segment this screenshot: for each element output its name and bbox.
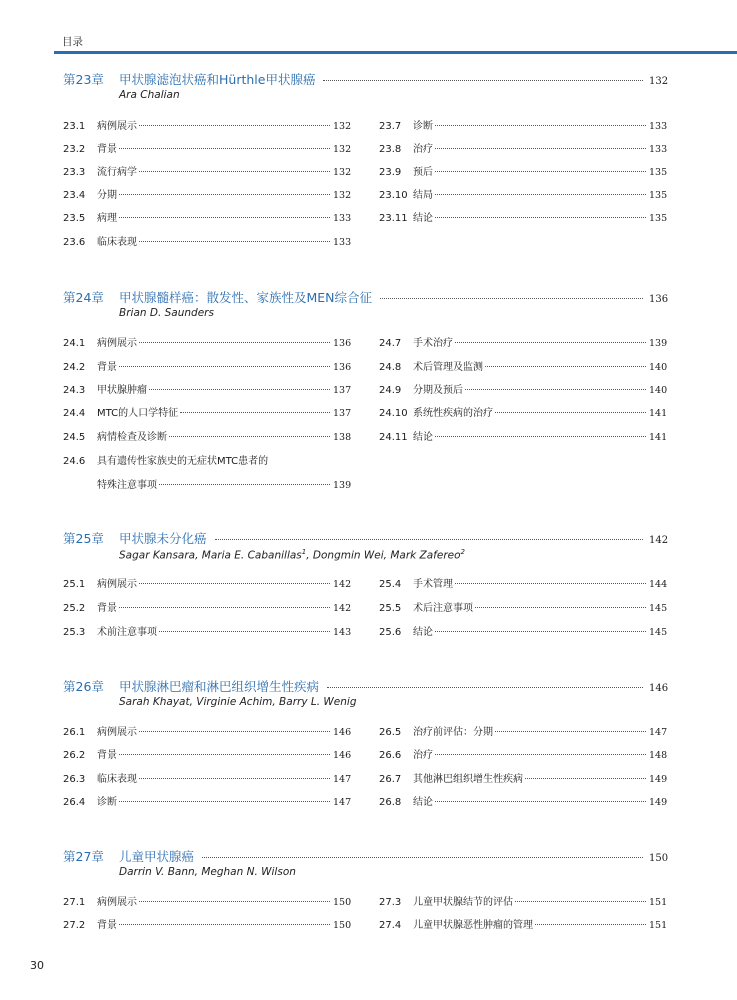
dot-leader	[323, 80, 643, 81]
entry-number: 23.1	[63, 121, 86, 132]
entry-title: 结局	[413, 190, 433, 201]
entry-title: 流行病学	[97, 167, 137, 178]
entry-number: 27.2	[63, 920, 86, 931]
chapter-heading[interactable]	[63, 288, 667, 304]
dot-leader	[525, 778, 646, 779]
entry-title: 手术治疗	[413, 338, 453, 349]
entry-number: 23.10	[379, 190, 408, 201]
dot-leader	[139, 342, 330, 343]
toc-entry[interactable]	[379, 599, 667, 613]
dot-leader	[380, 298, 643, 299]
dot-leader	[495, 731, 646, 732]
toc-entry[interactable]	[379, 893, 667, 907]
entry-number: 24.3	[63, 385, 86, 396]
chapter-authors: Darrin V. Bann, Meghan N. Wilson	[119, 866, 296, 878]
entry-page: 142	[333, 603, 352, 614]
entry-title: 病例展示	[97, 121, 137, 132]
chapter-authors: Brian D. Saunders	[119, 307, 214, 319]
toc-entry[interactable]	[379, 358, 667, 372]
entry-title: 儿童甲状腺恶性肿瘤的管理	[413, 920, 533, 931]
entry-number: 25.2	[63, 603, 86, 614]
toc-entry[interactable]	[379, 163, 667, 177]
entry-number: 25.3	[63, 627, 86, 638]
toc-entry[interactable]	[63, 428, 351, 442]
entry-number: 26.3	[63, 774, 86, 785]
toc-entry[interactable]	[63, 404, 351, 418]
entry-page: 146	[333, 750, 352, 761]
dot-leader	[139, 901, 330, 902]
entry-number: 24.5	[63, 432, 86, 443]
page-header-label: 目录	[62, 36, 83, 48]
entry-page: 147	[333, 774, 352, 785]
dot-leader	[139, 241, 330, 242]
entry-number: 26.4	[63, 797, 86, 808]
entry-title: 分期及预后	[413, 385, 463, 396]
entry-number: 23.2	[63, 144, 86, 155]
toc-entry[interactable]	[63, 209, 351, 223]
entry-page: 146	[333, 727, 352, 738]
entry-number: 24.8	[379, 362, 402, 373]
entry-title: 背景	[97, 362, 117, 373]
dot-leader	[327, 687, 643, 688]
dot-leader	[435, 436, 646, 437]
dot-leader	[535, 924, 646, 925]
entry-title: 治疗	[413, 750, 433, 761]
entry-title: 儿童甲状腺结节的评估	[413, 897, 513, 908]
dot-leader	[180, 412, 330, 413]
entry-page: 143	[333, 627, 352, 638]
entry-number: 23.11	[379, 213, 408, 224]
affiliation-mark-2: 2	[460, 548, 466, 556]
toc-entry[interactable]	[63, 358, 351, 372]
entry-number: 27.4	[379, 920, 402, 931]
entry-title: 手术管理	[413, 579, 453, 590]
entry-number: 23.7	[379, 121, 402, 132]
entry-title: 分期	[97, 190, 117, 201]
toc-entry[interactable]	[63, 893, 351, 907]
entry-page: 140	[649, 362, 668, 373]
toc-entry[interactable]	[379, 209, 667, 223]
entry-page: 133	[333, 213, 352, 224]
entry-number: 26.5	[379, 727, 402, 738]
entry-title: 结论	[413, 627, 433, 638]
toc-entry[interactable]	[379, 117, 667, 131]
entry-page: 133	[333, 237, 352, 248]
dot-leader	[485, 366, 646, 367]
affiliation-mark-1: 1	[301, 548, 307, 556]
entry-title: 背景	[97, 144, 117, 155]
entry-page: 138	[333, 432, 352, 443]
chapter-heading[interactable]	[63, 677, 667, 693]
chapter-number: 第26章	[63, 679, 104, 694]
toc-entry[interactable]	[63, 163, 351, 177]
toc-entry[interactable]	[63, 233, 351, 247]
entry-page: 137	[333, 385, 352, 396]
entry-number: 27.3	[379, 897, 402, 908]
toc-entry[interactable]	[379, 381, 667, 395]
toc-entry[interactable]	[379, 723, 667, 737]
entry-page: 132	[333, 121, 352, 132]
entry-page: 133	[649, 144, 668, 155]
toc-entry[interactable]	[63, 916, 351, 930]
entry-title: 诊断	[97, 797, 117, 808]
dot-leader	[435, 148, 646, 149]
entry-number: 23.5	[63, 213, 86, 224]
dot-leader	[139, 583, 330, 584]
chapter-authors: Sarah Khayat, Virginie Achim, Barry L. Wenig	[119, 696, 357, 708]
dot-leader	[215, 539, 643, 540]
entry-page: 137	[333, 408, 352, 419]
chapter-heading[interactable]	[63, 529, 667, 545]
entry-page: 132	[333, 190, 352, 201]
entry-number: 24.10	[379, 408, 408, 419]
dot-leader	[119, 194, 330, 195]
chapter-title: 儿童甲状腺癌	[119, 849, 195, 864]
entry-number: 26.1	[63, 727, 86, 738]
dot-leader	[119, 924, 330, 925]
dot-leader	[139, 125, 330, 126]
entry-title: 病情检查及诊断	[97, 432, 167, 443]
dot-leader	[455, 583, 646, 584]
entry-page: 135	[649, 213, 668, 224]
entry-page: 150	[333, 920, 352, 931]
entry-page: 147	[333, 797, 352, 808]
toc-entry[interactable]	[63, 334, 351, 348]
entry-page: 136	[333, 338, 352, 349]
entry-number: 24.9	[379, 385, 402, 396]
entry-number: 24.4	[63, 408, 86, 419]
entry-page: 139	[649, 338, 668, 349]
chapter-heading[interactable]	[63, 847, 667, 863]
authors-part-2: , Dongmin Wei, Mark Zafereo	[306, 549, 461, 562]
authors-part-1: Sagar Kansara, Maria E. Cabanillas	[119, 549, 302, 562]
entry-title: 临床表现	[97, 237, 137, 248]
entry-number: 24.7	[379, 338, 402, 349]
entry-number: 23.3	[63, 167, 86, 178]
toc-entry[interactable]	[379, 404, 667, 418]
entry-title: 病例展示	[97, 579, 137, 590]
dot-leader	[119, 366, 330, 367]
dot-leader	[435, 801, 646, 802]
toc-entry[interactable]	[63, 575, 351, 589]
dot-leader	[435, 631, 646, 632]
entry-title: 病理	[97, 213, 117, 224]
toc-entry[interactable]	[379, 916, 667, 930]
chapter-page: 136	[649, 294, 669, 305]
entry-page: 149	[649, 797, 668, 808]
entry-number: 26.2	[63, 750, 86, 761]
entry-page: 135	[649, 167, 668, 178]
toc-entry[interactable]	[63, 381, 351, 395]
entry-page: 141	[649, 408, 668, 419]
entry-title: 背景	[97, 920, 117, 931]
dot-leader	[169, 436, 330, 437]
toc-entry[interactable]	[63, 723, 351, 737]
entry-page: 141	[649, 432, 668, 443]
toc-entry[interactable]	[63, 793, 351, 807]
entry-title: 病例展示	[97, 338, 137, 349]
entry-page: 133	[649, 121, 668, 132]
chapter-page: 146	[649, 683, 669, 694]
toc-entry[interactable]	[379, 140, 667, 154]
chapter-number: 第27章	[63, 849, 104, 864]
toc-entry[interactable]	[63, 140, 351, 154]
toc-entry[interactable]	[379, 793, 667, 807]
toc-entry[interactable]	[379, 623, 667, 637]
entry-page: 132	[333, 144, 352, 155]
chapter-number: 第24章	[63, 290, 104, 305]
chapter-page: 132	[649, 76, 669, 87]
entry-number: 25.1	[63, 579, 86, 590]
entry-title: 诊断	[413, 121, 433, 132]
toc-entry[interactable]	[63, 186, 351, 200]
entry-title: 具有遗传性家族史的无症状MTC患者的	[97, 456, 269, 467]
dot-leader	[149, 389, 330, 390]
entry-title: MTC的人口学特征	[97, 408, 179, 419]
entry-page: 136	[333, 362, 352, 373]
entry-page: 144	[649, 579, 668, 590]
entry-title: 术后管理及监测	[413, 362, 483, 373]
dot-leader	[495, 412, 646, 413]
toc-entry[interactable]	[63, 452, 351, 466]
chapter-number: 第25章	[63, 531, 104, 546]
entry-title: 治疗	[413, 144, 433, 155]
page-number: 30	[30, 959, 44, 972]
entry-number: 25.5	[379, 603, 402, 614]
entry-page: 142	[333, 579, 352, 590]
dot-leader	[435, 754, 646, 755]
entry-page: 147	[649, 727, 668, 738]
entry-number: 24.6	[63, 456, 86, 467]
entry-number: 25.6	[379, 627, 402, 638]
entry-title: 术前注意事项	[97, 627, 157, 638]
entry-page: 135	[649, 190, 668, 201]
entry-title: 系统性疾病的治疗	[413, 408, 493, 419]
entry-number: 23.8	[379, 144, 402, 155]
toc-entry[interactable]	[379, 575, 667, 589]
entry-title: 预后	[413, 167, 433, 178]
chapter-heading[interactable]	[63, 70, 667, 86]
entry-number: 27.1	[63, 897, 86, 908]
toc-entry[interactable]	[63, 117, 351, 131]
entry-page: 148	[649, 750, 668, 761]
entry-number: 24.11	[379, 432, 408, 443]
entry-title: 背景	[97, 750, 117, 761]
entry-page: 149	[649, 774, 668, 785]
dot-leader	[119, 148, 330, 149]
entry-number: 25.4	[379, 579, 402, 590]
dot-leader	[119, 754, 330, 755]
dot-leader	[119, 217, 330, 218]
chapter-title: 甲状腺淋巴瘤和淋巴组织增生性疾病	[119, 679, 320, 694]
chapter-title: 甲状腺滤泡状癌和Hürthle甲状腺癌	[119, 72, 316, 87]
dot-leader	[475, 607, 646, 608]
dot-leader	[435, 171, 646, 172]
toc-entry[interactable]	[379, 428, 667, 442]
toc-entry[interactable]	[379, 334, 667, 348]
entry-number: 24.1	[63, 338, 86, 349]
toc-entry[interactable]	[63, 599, 351, 613]
entry-title: 结论	[413, 213, 433, 224]
entry-page: 145	[649, 603, 668, 614]
chapter-page: 142	[649, 535, 669, 546]
entry-title: 病例展示	[97, 897, 137, 908]
entry-page: 139	[333, 480, 352, 491]
entry-title: 其他淋巴组织增生性疾病	[413, 774, 523, 785]
dot-leader	[139, 778, 330, 779]
toc-entry[interactable]	[379, 746, 667, 760]
entry-title: 临床表现	[97, 774, 137, 785]
chapter-authors	[119, 548, 465, 562]
entry-title: 病例展示	[97, 727, 137, 738]
entry-number: 26.6	[379, 750, 402, 761]
entry-number: 23.9	[379, 167, 402, 178]
dot-leader	[202, 857, 643, 858]
toc-entry[interactable]	[63, 746, 351, 760]
entry-title: 结论	[413, 432, 433, 443]
entry-title: 背景	[97, 603, 117, 614]
chapter-page: 150	[649, 853, 669, 864]
chapter-authors: Ara Chalian	[119, 89, 180, 101]
entry-title: 结论	[413, 797, 433, 808]
entry-number: 23.6	[63, 237, 86, 248]
dot-leader	[465, 389, 646, 390]
entry-page: 145	[649, 627, 668, 638]
toc-entry[interactable]	[379, 770, 667, 784]
dot-leader	[455, 342, 646, 343]
entry-page: 151	[649, 897, 668, 908]
toc-entry[interactable]	[63, 623, 351, 637]
toc-entry[interactable]	[63, 770, 351, 784]
dot-leader	[435, 217, 646, 218]
dot-leader	[159, 484, 330, 485]
entry-title: 治疗前评估：分期	[413, 727, 493, 738]
toc-entry-continuation[interactable]	[97, 476, 351, 490]
entry-number: 26.7	[379, 774, 402, 785]
toc-entry[interactable]	[379, 186, 667, 200]
entry-page: 150	[333, 897, 352, 908]
dot-leader	[119, 801, 330, 802]
dot-leader	[435, 194, 646, 195]
entry-page: 151	[649, 920, 668, 931]
chapter-number: 第23章	[63, 72, 104, 87]
header-rule	[54, 51, 737, 54]
dot-leader	[139, 171, 330, 172]
entry-number: 24.2	[63, 362, 86, 373]
chapter-title: 甲状腺未分化癌	[119, 531, 207, 546]
dot-leader	[435, 125, 646, 126]
dot-leader	[139, 731, 330, 732]
entry-number: 23.4	[63, 190, 86, 201]
entry-page: 132	[333, 167, 352, 178]
entry-title: 术后注意事项	[413, 603, 473, 614]
entry-page: 140	[649, 385, 668, 396]
entry-title-continuation: 特殊注意事项	[97, 480, 157, 491]
dot-leader	[159, 631, 330, 632]
entry-title: 甲状腺肿瘤	[97, 385, 147, 396]
dot-leader	[515, 901, 646, 902]
chapter-title: 甲状腺髓样癌：散发性、家族性及MEN综合征	[119, 290, 373, 305]
dot-leader	[119, 607, 330, 608]
entry-number: 26.8	[379, 797, 402, 808]
